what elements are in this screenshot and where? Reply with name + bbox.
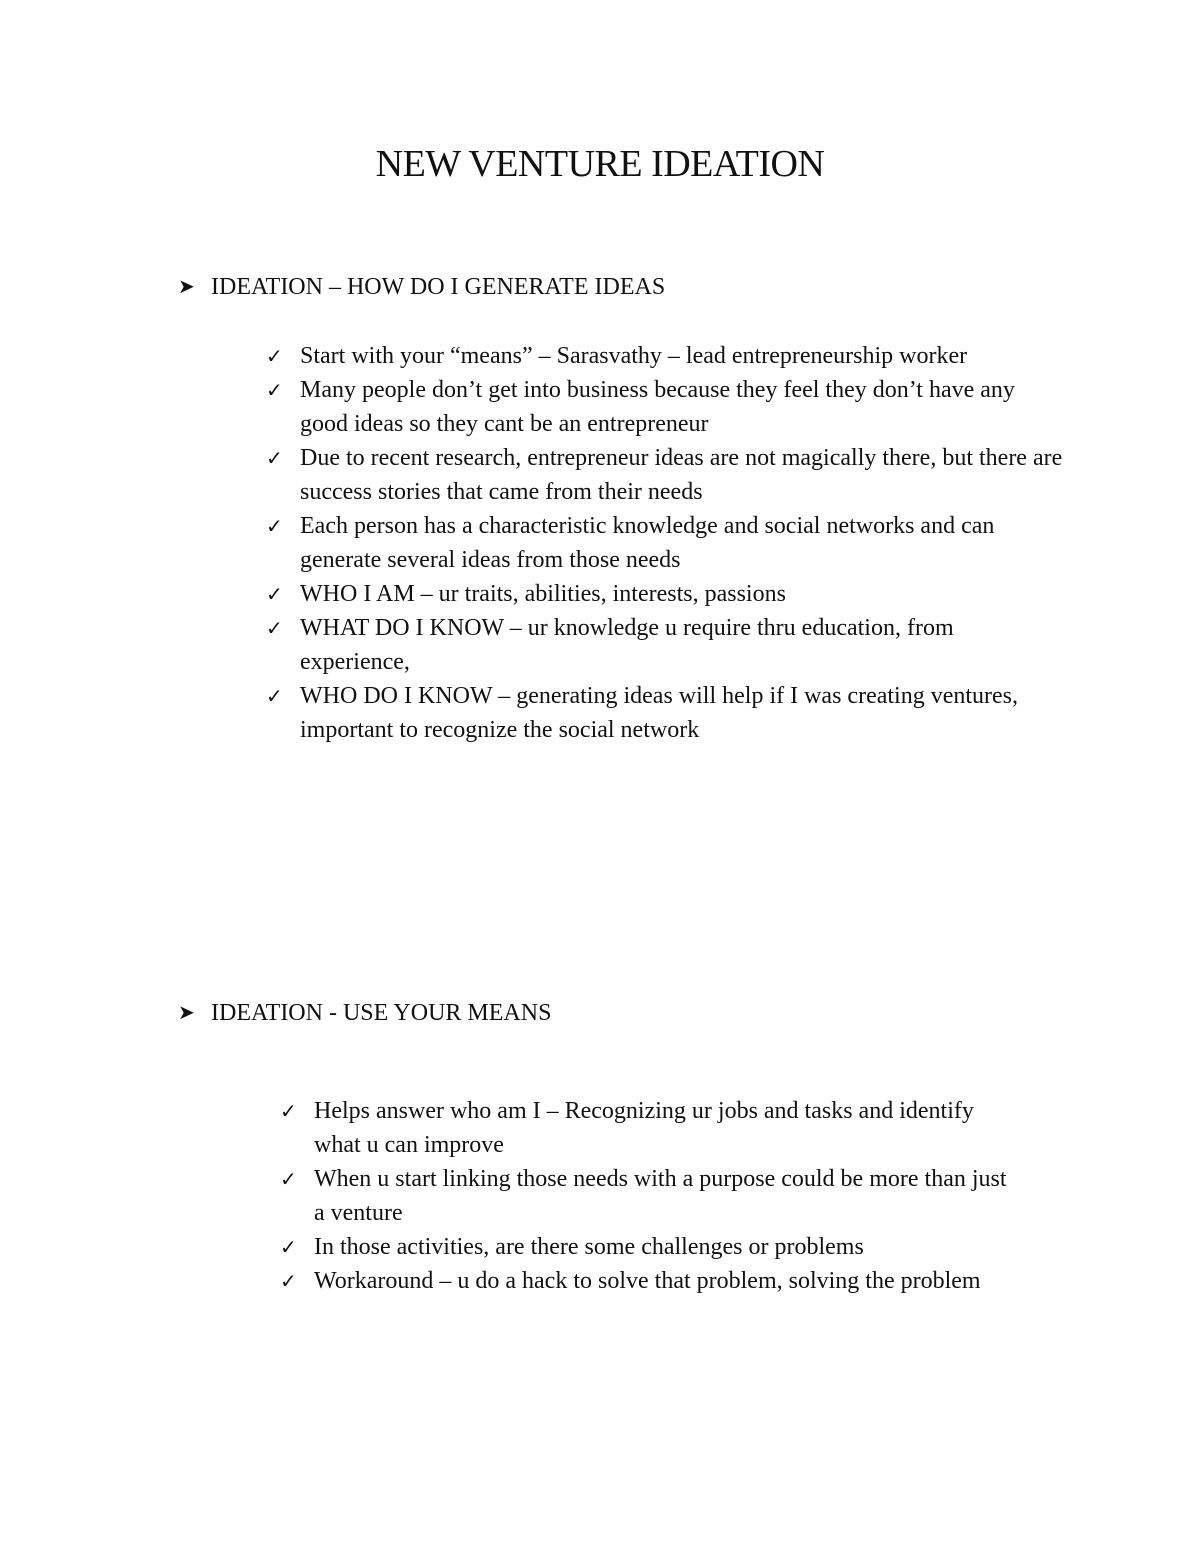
- list-item: [280, 1094, 1020, 1162]
- section-heading-text: IDEATION - USE YOUR MEANS: [211, 1000, 552, 1026]
- list-item: [266, 339, 1066, 373]
- list-item-text: Each person has a characteristic knowledge and social networks and can generate several ideas from those needs: [300, 513, 995, 573]
- checkmark-icon: ✓: [266, 344, 283, 368]
- checkmark-icon: ✓: [266, 684, 283, 708]
- list-item-text: In those activities, are there some challenges or problems: [314, 1234, 864, 1260]
- checkmark-icon: ✓: [266, 582, 283, 606]
- checkmark-icon: ✓: [266, 514, 283, 538]
- list-item-text: WHO I AM – ur traits, abilities, interests, passions: [300, 581, 786, 607]
- section-2-list: [280, 1094, 1020, 1298]
- section-1-list: [266, 339, 1066, 747]
- list-item: [266, 441, 1066, 509]
- checkmark-icon: ✓: [266, 446, 283, 470]
- checkmark-icon: ✓: [280, 1167, 297, 1191]
- list-item: [280, 1162, 1020, 1230]
- checkmark-icon: ✓: [266, 378, 283, 402]
- list-item: [280, 1264, 1020, 1298]
- section-heading-text: IDEATION – HOW DO I GENERATE IDEAS: [211, 274, 666, 300]
- list-item: [266, 577, 1066, 611]
- list-item-text: When u start linking those needs with a purpose could be more than just a venture: [314, 1166, 1007, 1226]
- arrowhead-bullet-icon: ➤: [178, 1002, 195, 1024]
- section-heading-1: [178, 272, 665, 302]
- list-item-text: Many people don’t get into business because they feel they don’t have any good ideas so they cant be an entrepreneur: [300, 377, 1015, 437]
- checkmark-icon: ✓: [266, 616, 283, 640]
- arrowhead-bullet-icon: ➤: [178, 276, 195, 298]
- list-item: [266, 373, 1066, 441]
- list-item-text: WHO DO I KNOW – generating ideas will help if I was creating ventures, important to recognize the social network: [300, 683, 1019, 743]
- list-item-text: WHAT DO I KNOW – ur knowledge u require thru education, from experience,: [300, 615, 954, 675]
- list-item-text: Start with your “means” – Sarasvathy – lead entrepreneurship worker: [300, 343, 968, 369]
- list-item: [266, 509, 1066, 577]
- section-heading-2: [178, 998, 551, 1028]
- list-item: [266, 611, 1066, 679]
- list-item-text: Due to recent research, entrepreneur ideas are not magically there, but there are success stories that came from their needs: [300, 445, 1063, 505]
- checkmark-icon: ✓: [280, 1099, 297, 1123]
- list-item: [280, 1230, 1020, 1264]
- list-item-text: Helps answer who am I – Recognizing ur jobs and tasks and identify what u can improve: [314, 1098, 974, 1158]
- list-item: [266, 679, 1066, 747]
- checkmark-icon: ✓: [280, 1235, 297, 1259]
- checkmark-icon: ✓: [280, 1269, 297, 1293]
- page-title: NEW VENTURE IDEATION: [375, 143, 825, 185]
- list-item-text: Workaround – u do a hack to solve that problem, solving the problem: [314, 1268, 981, 1294]
